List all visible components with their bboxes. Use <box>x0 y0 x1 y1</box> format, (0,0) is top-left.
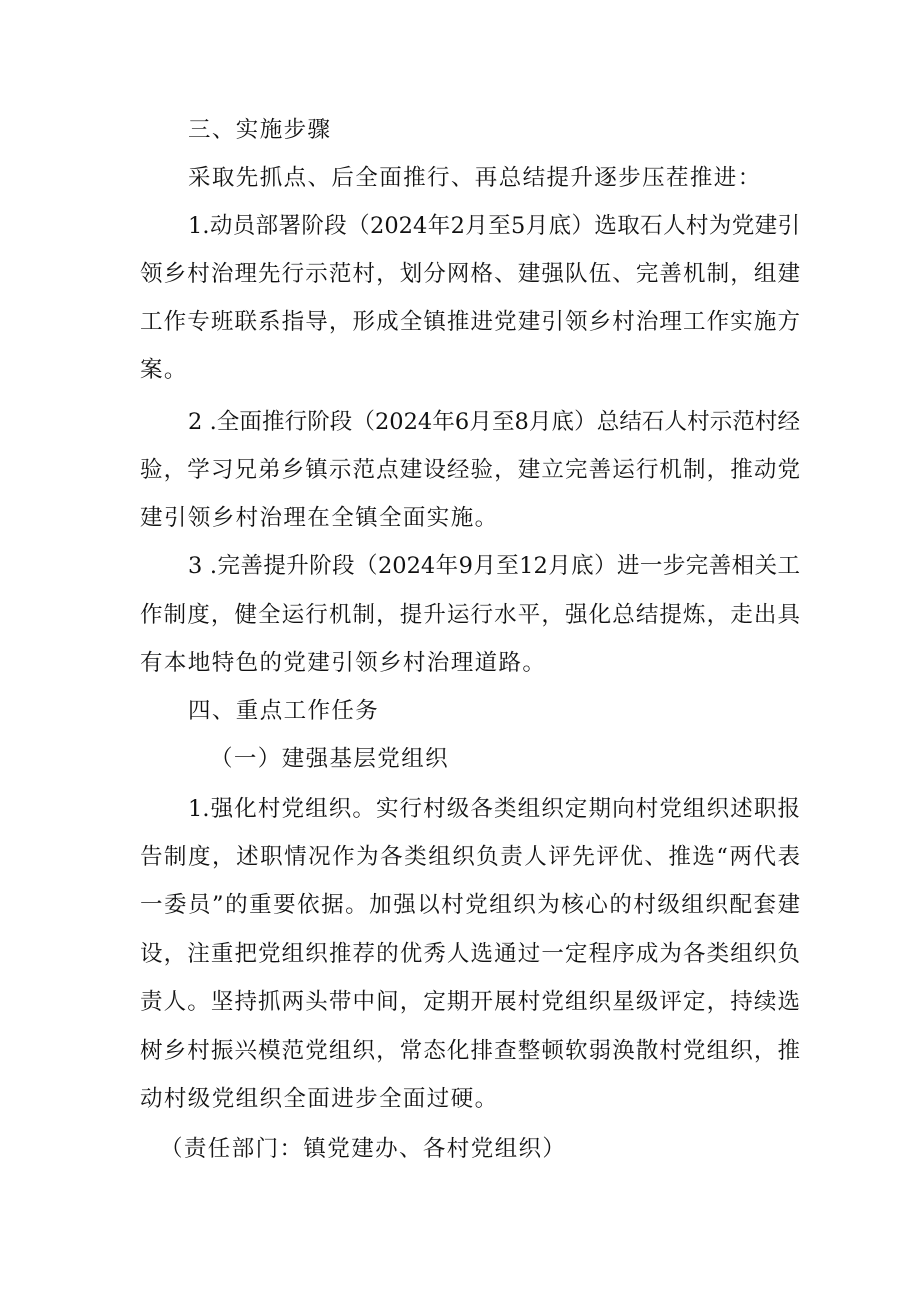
paragraph-line: 1.强化村党组织。实行村级各类组织定期向村党组织述职报 <box>188 796 800 822</box>
paragraph-line: 3 .完善提升阶段（2024年9月至12月底）进一步完善相关工 <box>188 553 800 579</box>
subsection-heading: （一）建强基层党组织 <box>210 746 450 772</box>
paragraph-line: 动村级党组织全面进步全面过硬。 <box>140 1086 499 1112</box>
paragraph-line: 领乡村治理先行示范村，划分网格、建强队伍、完善机制，组建 <box>140 261 800 287</box>
paragraph-line: 案。 <box>140 357 188 383</box>
paragraph-line: 采取先抓点、后全面推行、再总结提升逐步压茬推进： <box>188 165 762 191</box>
paragraph-line: 责人。坚持抓两头带中间，定期开展村党组织星级评定，持续选 <box>140 989 800 1015</box>
paragraph-line: 有本地特色的党建引领乡村治理道路。 <box>140 650 547 676</box>
paragraph-line: 2 .全面推行阶段（2024年6月至8月底）总结石人村示范村经 <box>188 409 800 435</box>
paragraph-line: 1.动员部署阶段（2024年2月至5月底）选取石人村为党建引 <box>188 213 800 239</box>
paragraph-line: 告制度，述职情况作为各类组织负责人评先评优、推选“两代表 <box>140 844 800 870</box>
paragraph-line: 验，学习兄弟乡镇示范点建设经验，建立完善运行机制，推动党 <box>140 457 800 483</box>
paragraph-line: 工作专班联系指导，形成全镇推进党建引领乡村治理工作实施方 <box>140 309 800 335</box>
paragraph-line: 设，注重把党组织推荐的优秀人选通过一定程序成为各类组织负 <box>140 941 800 967</box>
section-heading: 四、重点工作任务 <box>188 698 380 724</box>
paragraph-line: 建引领乡村治理在全镇全面实施。 <box>140 505 499 531</box>
paragraph-line: 作制度，健全运行机制，提升运行水平，强化总结提炼，走出具 <box>140 602 800 628</box>
paragraph-line: 树乡村振兴模范党组织，常态化排查整顿软弱涣散村党组织，推 <box>140 1038 800 1064</box>
section-heading: 三、实施步骤 <box>188 117 332 143</box>
paragraph-line: 一委员”的重要依据。加强以村党组织为核心的村级组织配套建 <box>140 892 800 918</box>
responsible-department: （责任部门：镇党建办、各村党组织） <box>160 1136 567 1162</box>
